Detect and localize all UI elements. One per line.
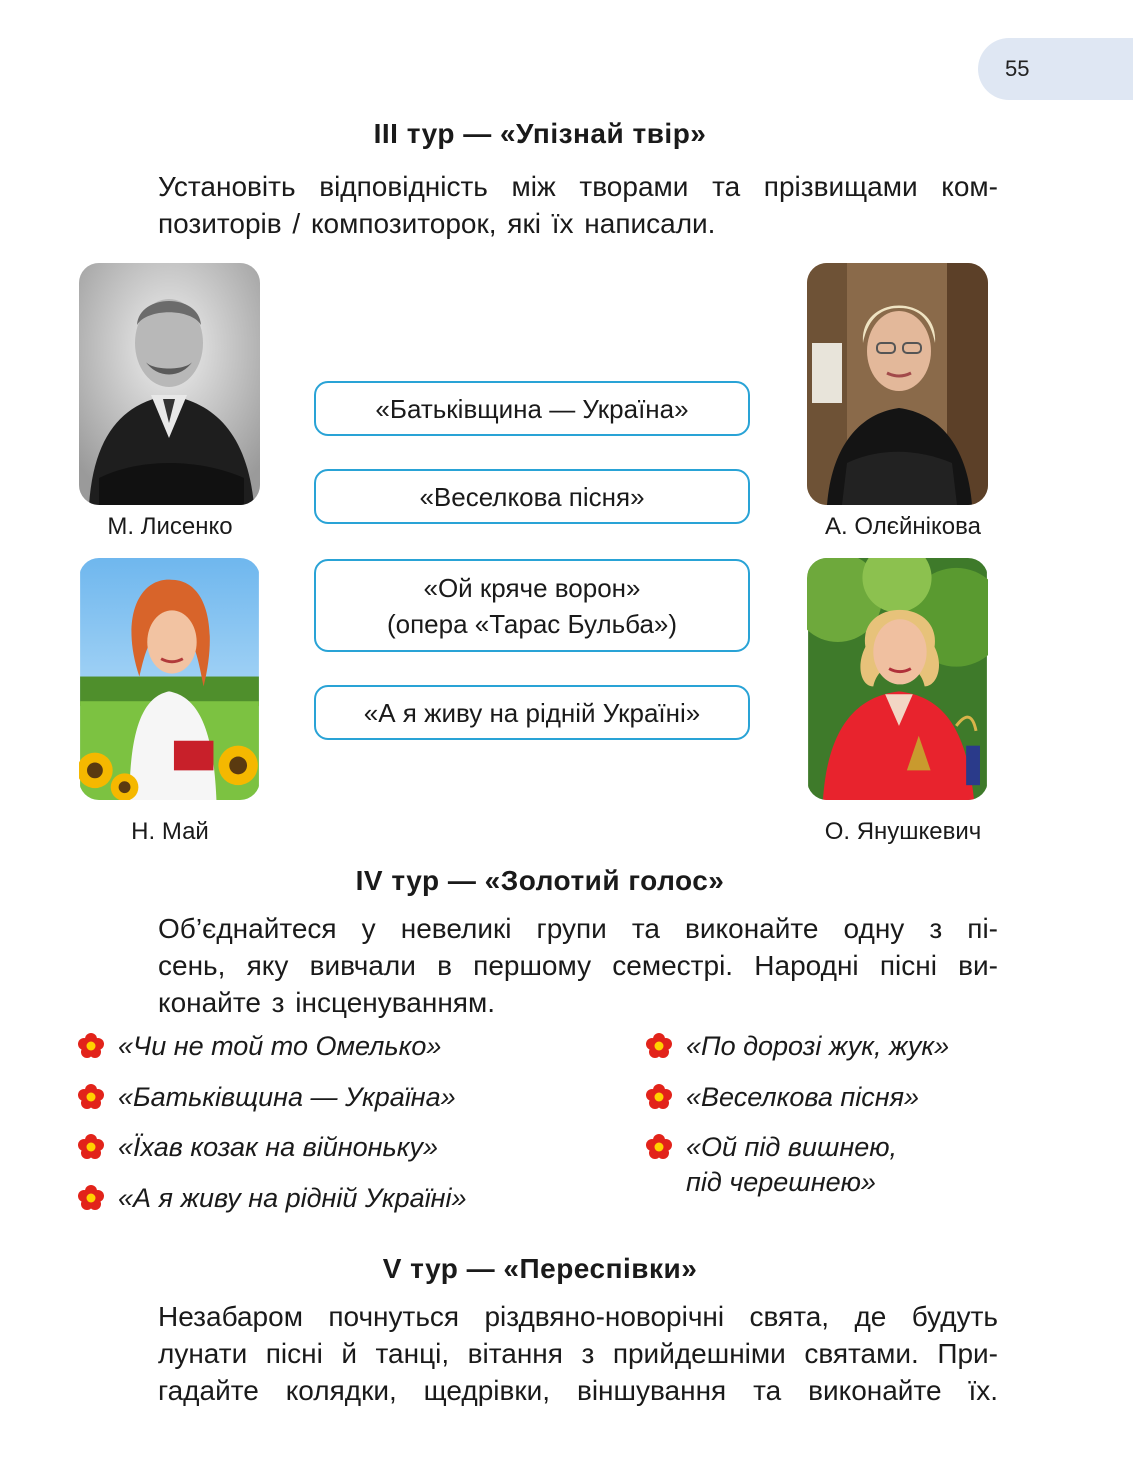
flower-icon: [78, 1185, 104, 1211]
song-item: [686, 1029, 949, 1064]
work-title: «А я живу на рідній Україні»: [363, 697, 701, 728]
tour4-instruction-line: сень, яку вивчали в першому семестрі. Народні пісні ви-: [158, 950, 998, 981]
song-title: «По дорозі жук, жук»: [686, 1031, 950, 1061]
page-number-tab: [978, 38, 1133, 100]
song-title: «Ой під вишнею,: [686, 1132, 898, 1162]
photo-yanushkevych: [807, 558, 988, 800]
tour4-instruction: [158, 910, 998, 1021]
song-item: [686, 1080, 919, 1115]
work-box[interactable]: [314, 559, 750, 652]
flower-icon: [78, 1134, 104, 1160]
caption-may: Н. Май: [131, 818, 209, 845]
tour5-text-line: лунати пісні й танці, вітання з прийдешніми святами. При-: [158, 1338, 998, 1369]
flower-icon: [78, 1084, 104, 1110]
tour4-instruction-line: Об’єднайтеся у невеликі групи та виконайте одну з пі-: [158, 913, 998, 944]
song-item: [118, 1130, 438, 1165]
caption-oleynikova: А. Олєйнікова: [825, 513, 981, 540]
song-item: [118, 1029, 441, 1064]
flower-icon: [646, 1033, 672, 1059]
caption-lysenko: М. Лисенко: [107, 513, 233, 540]
tour3-instruction-line: Установіть відповідність між творами та прізвищами ком-: [158, 171, 998, 202]
tour5-heading: V тур — «Переспівки»: [382, 1253, 698, 1284]
work-title: «Батьківщина — Україна»: [375, 393, 689, 424]
tour3-heading: III тур — «Упізнай твір»: [373, 118, 707, 149]
tour3-instruction: [158, 168, 998, 242]
song-title: «Їхав козак на війноньку»: [118, 1132, 438, 1162]
tour4-instruction-line: конайте з інсценуванням.: [158, 987, 495, 1018]
tour5-text-line: гадайте колядки, щедрівки, віншування та виконайте їх.: [158, 1375, 998, 1406]
song-title: «Веселкова пісня»: [686, 1082, 920, 1112]
photo-may: [79, 558, 260, 800]
song-item: [686, 1130, 897, 1200]
work-title: «Веселкова пісня»: [419, 481, 645, 512]
work-box[interactable]: [314, 469, 750, 524]
flower-icon: [646, 1134, 672, 1160]
work-box[interactable]: [314, 685, 750, 740]
song-item: [118, 1181, 467, 1216]
page-number: 55: [1005, 56, 1030, 81]
work-box[interactable]: [314, 381, 750, 436]
caption-yanushkevych: О. Янушкевич: [824, 818, 982, 845]
work-subtitle: (опера «Тарас Бульба»): [386, 608, 678, 639]
work-title: «Ой кряче ворон»: [423, 572, 641, 603]
tour5-text: [158, 1298, 998, 1409]
tour4-heading: IV тур — «Золотий голос»: [355, 865, 725, 896]
song-title: «Чи не той то Омелько»: [118, 1031, 442, 1061]
song-title: «Батьківщина — Україна»: [118, 1082, 456, 1112]
flower-icon: [646, 1084, 672, 1110]
song-title-continued: під черешнею»: [686, 1167, 876, 1197]
photo-lysenko: [79, 263, 260, 505]
photo-oleynikova: [807, 263, 988, 505]
song-item: [118, 1080, 456, 1115]
song-title: «А я живу на рідній Україні»: [118, 1183, 467, 1213]
flower-icon: [78, 1033, 104, 1059]
tour5-text-line: Незабаром почнуться різдвяно-новорічні свята, де будуть: [158, 1301, 998, 1332]
tour3-instruction-line: позиторів / композиторок, які їх написали.: [158, 208, 716, 239]
